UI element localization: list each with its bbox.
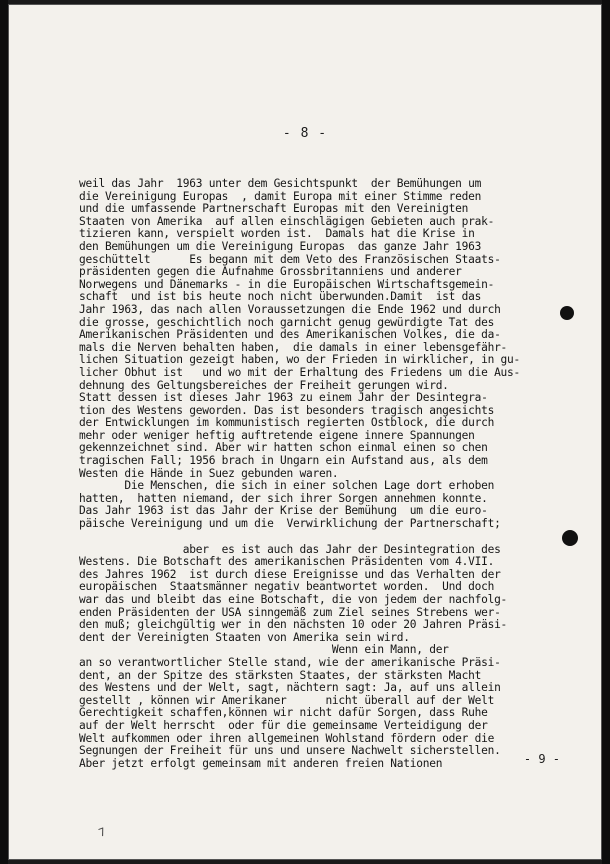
text-line: schaft und ist bis heute noch nicht überwunden.Damit ist das (79, 291, 482, 304)
text-line: Westens. Die Botschaft des amerikanischen Präsidenten vom 4.VII. (79, 556, 495, 569)
text-line: dent der Vereinigten Staaten von Amerika sein wird. (79, 631, 410, 644)
text-line: und die umfassende Partnerschaft Europas mit den Vereinigten (79, 203, 469, 216)
text-line: Norwegens und Dänemarks - in die Europäischen Wirtschaftsgemein- (79, 278, 495, 291)
text-line: Amerikanischen Präsidenten und des Amerikanischen Volkes, die da- (79, 329, 501, 342)
text-line: Wenn ein Mann, der (79, 644, 449, 657)
ink-blot (560, 306, 574, 320)
text-line: geschüttelt Es begann mit dem Veto des Französischen Staats- (79, 253, 501, 266)
text-line: hatten, hatten niemand, der sich ihrer Sorgen annehmen konnte. (79, 492, 488, 505)
text-line: gekennzeichnet sind. Aber wir hatten schon einmal einen so chen (79, 442, 488, 455)
text-line: präsidenten gegen die Aufnahme Grossbritanniens und anderer (79, 266, 462, 279)
text-line: an so verantwortlicher Stelle stand, wie der amerikanische Präsi- (79, 656, 501, 669)
text-line: war das und bleibt das eine Botschaft, die von jedem der nachfolg- (79, 594, 508, 606)
text-line: tragischen Fall; 1956 brach in Ungarn ein Aufstand aus, als dem (79, 455, 488, 468)
text-line: licher Obhut ist und wo mit der Erhaltung des Friedens um die Aus- (79, 366, 521, 379)
text-line: europäischen Staatsmänner negativ beantwortet worden. Und doch (79, 581, 495, 594)
text-line: Aber jetzt erfolgt gemeinsam mit anderen freien Nationen (79, 757, 443, 770)
text-line: die grosse, geschichtlich noch garnicht genug gewürdigte Tat des (79, 316, 495, 329)
text-line: Das Jahr 1963 ist das Jahr der Krise der Bemühung um die euro- (79, 505, 488, 518)
text-line: tion des Westens geworden. Das ist besonders tragisch angesichts (79, 404, 495, 417)
text-line: Welt aufkommen oder ihren allgemeinen Wohlstand fördern oder die (79, 732, 495, 745)
text-line: tizieren kann, verspielt worden ist. Damals hat die Krise in (79, 228, 475, 241)
body-text (79, 178, 579, 770)
text-line: enden Präsidenten der USA sinngemäß zum Ziel seines Strebens wer- (79, 606, 501, 619)
text-line: mehr oder weniger heftig auftretende eigene innere Spannungen (79, 429, 475, 442)
text-line: den muß; gleichgültig wer in den nächsten 10 oder 20 Jahren Präsi- (79, 619, 508, 632)
text-line: lichen Situation gezeigt haben, wo der Frieden in wirklicher, in gu- (79, 354, 521, 367)
text-line: Segnungen der Freiheit für uns und unsere Nachwelt sicherstellen. (79, 745, 501, 758)
stray-mark: 7 (96, 825, 108, 840)
text-line: die Vereinigung Europas , damit Europa mit einer Stimme reden (79, 190, 482, 203)
text-line: mals die Nerven behalten haben, die damals in einer lebensgefähr- (79, 341, 508, 354)
text-line: Westen die Hände in Suez gebunden waren. (79, 467, 339, 480)
text-line: Jahr 1963, das nach allen Voraussetzungen die Ende 1962 und durch (79, 303, 501, 316)
text-line: gestellt , können wir Amerikaner nicht überall auf der Welt (79, 694, 495, 707)
text-line: weil das Jahr 1963 unter dem Gesichtspunkt der Bemühungen um (79, 178, 482, 190)
text-line: auf der Welt herrscht oder für die gemeinsame Verteidigung der (79, 719, 488, 732)
ink-blot (562, 530, 578, 546)
text-line: aber es ist auch das Jahr der Desintegration des (79, 543, 501, 556)
page-number-header: - 8 - (282, 126, 328, 141)
text-line: des Jahres 1962 ist durch diese Ereignisse und das Verhalten der (79, 568, 501, 581)
text-line: Staaten von Amerika auf allen einschlägigen Gebieten auch prak- (79, 215, 495, 228)
text-line: dent, an der Spitze des stärksten Staates, der stärksten Macht (79, 669, 482, 682)
text-line: Die Menschen, die sich in einer solchen Lage dort erhoben (79, 480, 495, 493)
text-line: dehnung des Geltungsbereiches der Freiheit gerungen wird. (79, 379, 449, 392)
paragraph-gap (79, 531, 579, 544)
text-line: der Entwicklungen im kommunistisch regierten Ostblock, die durch (79, 417, 495, 430)
text-line: des Westens und der Welt, sagt, nächtern sagt: Ja, auf uns allein (79, 682, 501, 695)
text-line: Gerechtigkeit schaffen,können wir nicht dafür Sorgen, dass Ruhe (79, 707, 488, 720)
page-number-continuation: - 9 - (523, 752, 560, 766)
text-line: päische Vereinigung und um die Verwirklichung der Partnerschaft; (79, 518, 501, 531)
text-line: Statt dessen ist dieses Jahr 1963 zu einem Jahr der Desintegra- (79, 392, 488, 405)
text-line: den Bemühungen um die Vereinigung Europas das ganze Jahr 1963 (79, 240, 482, 253)
